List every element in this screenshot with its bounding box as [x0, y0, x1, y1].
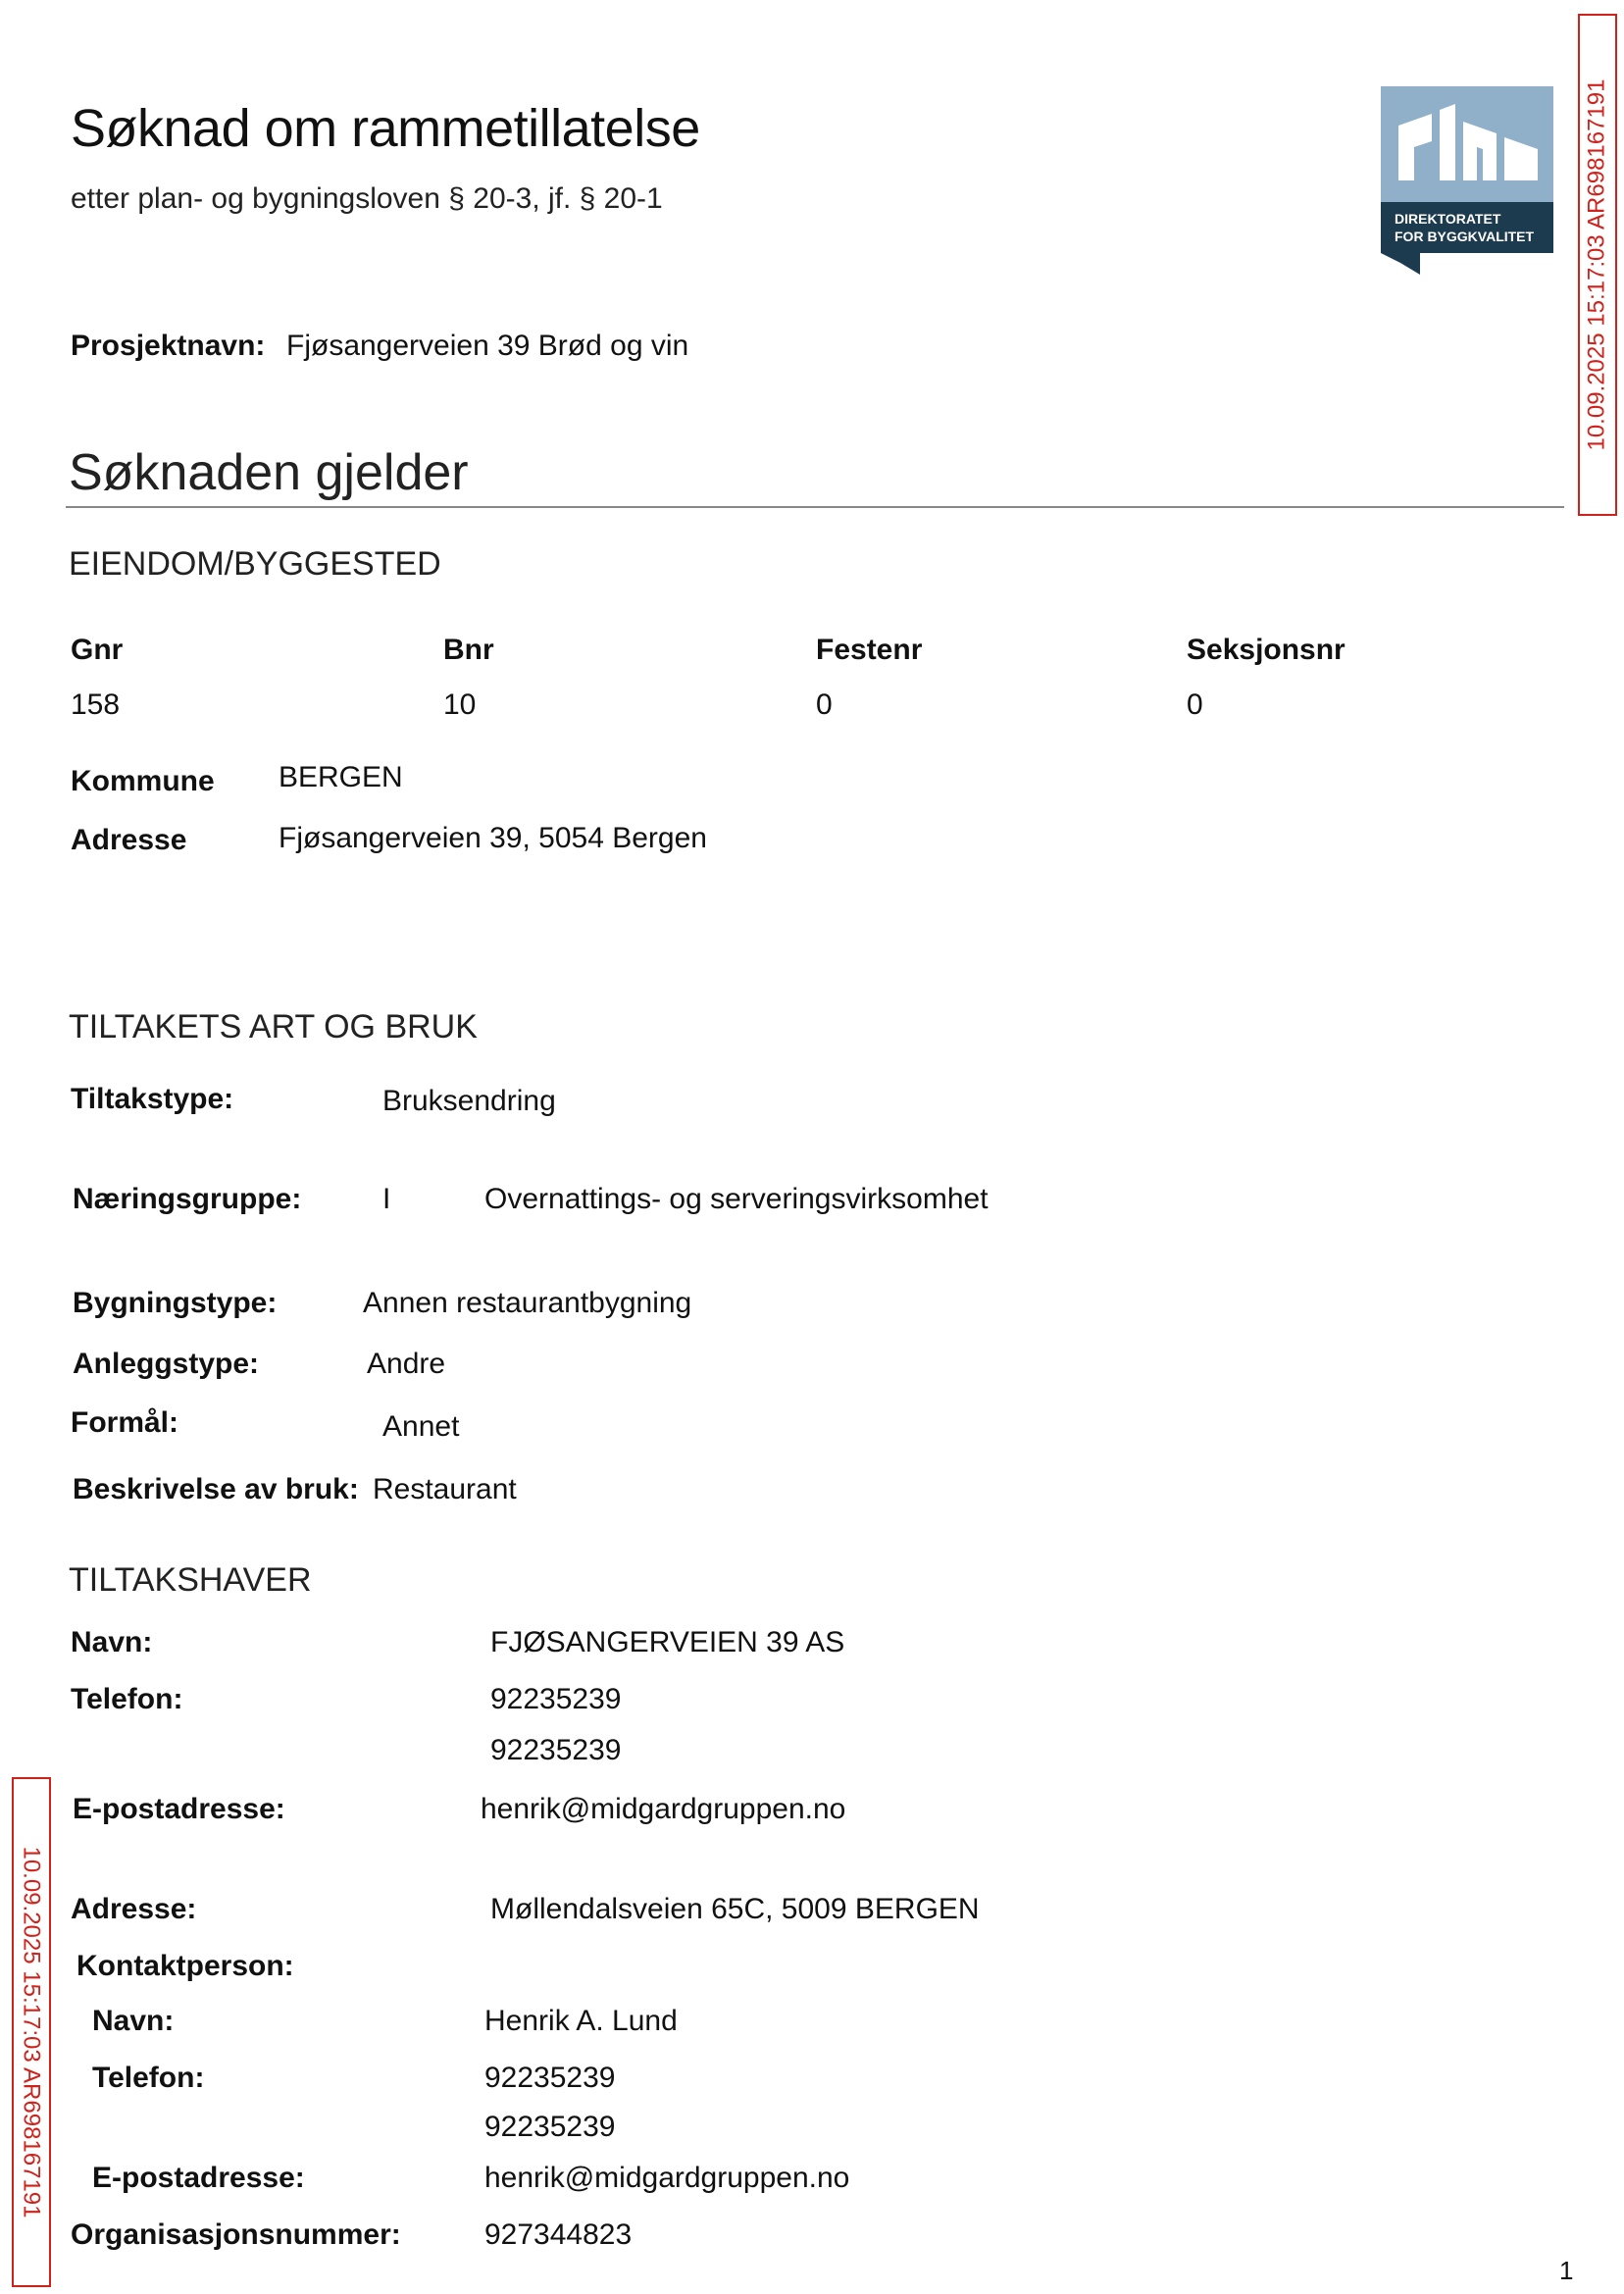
festenr-label: Festenr — [816, 634, 923, 666]
adresse-label: Adresse — [71, 824, 187, 856]
page-subtitle: etter plan- og bygningsloven § 20-3, jf. § 20-1 — [71, 182, 663, 215]
tiltakstype-label: Tiltakstype: — [71, 1083, 234, 1115]
page-number: 1 — [1559, 2256, 1574, 2285]
org-value: 927344823 — [484, 2218, 633, 2251]
kontakt-telefon-value-1: 92235239 — [484, 2062, 616, 2094]
gnr-value: 158 — [71, 688, 121, 721]
tiltak-heading: TILTAKETS ART OG BRUK — [69, 1008, 478, 1045]
kommune-label: Kommune — [71, 765, 215, 797]
th-adresse-value: Møllendalsveien 65C, 5009 BERGEN — [490, 1893, 980, 1925]
gnr-label: Gnr — [71, 634, 124, 666]
eiendom-heading: EIENDOM/BYGGESTED — [69, 545, 441, 583]
seksjonsnr-label: Seksjonsnr — [1187, 634, 1345, 666]
epost-value: henrik@midgardgruppen.no — [481, 1793, 846, 1825]
anleggstype-value: Andre — [367, 1348, 446, 1380]
beskrivelse-value: Restaurant — [373, 1473, 517, 1505]
section-heading: Søknaden gjelder — [69, 444, 469, 501]
timestamp-stamp-top — [1578, 14, 1617, 516]
adresse-value: Fjøsangerveien 39, 5054 Bergen — [279, 822, 707, 854]
formal-value: Annet — [382, 1410, 460, 1443]
navn-value: FJØSANGERVEIEN 39 AS — [490, 1626, 845, 1658]
section-divider — [66, 506, 1564, 508]
page-title: Søknad om rammetillatelse — [71, 99, 700, 158]
kontakt-navn-value: Henrik A. Lund — [484, 2005, 678, 2037]
naeringsgruppe-value: Overnattings- og serveringsvirksomhet — [484, 1183, 989, 1215]
th-adresse-label: Adresse: — [71, 1893, 197, 1925]
timestamp-stamp-bottom — [12, 1777, 51, 2287]
dibk-logo — [1381, 86, 1553, 275]
formal-label: Formål: — [71, 1406, 179, 1439]
anleggstype-label: Anleggstype: — [73, 1348, 260, 1380]
org-label: Organisasjonsnummer: — [71, 2218, 401, 2251]
kontakt-telefon-label: Telefon: — [92, 2062, 205, 2094]
festenr-value: 0 — [816, 688, 833, 721]
telefon-label: Telefon: — [71, 1683, 183, 1715]
telefon-value-2: 92235239 — [490, 1734, 622, 1766]
project-value: Fjøsangerveien 39 Brød og vin — [286, 330, 689, 362]
navn-label: Navn: — [71, 1626, 153, 1658]
telefon-value-1: 92235239 — [490, 1683, 622, 1715]
kontaktperson-label: Kontaktperson: — [76, 1950, 294, 1982]
dibk-logo-graphic — [1381, 86, 1553, 275]
logo-line2: FOR BYGGKVALITET — [1395, 229, 1535, 244]
kontakt-epost-label: E-postadresse: — [92, 2162, 305, 2194]
epost-label: E-postadresse: — [73, 1793, 285, 1825]
bnr-label: Bnr — [443, 634, 494, 666]
naeringsgruppe-label: Næringsgruppe: — [73, 1183, 302, 1215]
seksjonsnr-value: 0 — [1187, 688, 1203, 721]
stamp-text: 10.09.2025 15:17:03 AR698167191 — [19, 1846, 45, 2218]
kontakt-epost-value: henrik@midgardgruppen.no — [484, 2162, 850, 2194]
bygningstype-label: Bygningstype: — [73, 1287, 278, 1319]
naeringsgruppe-code: I — [382, 1183, 391, 1215]
bygningstype-value: Annen restaurantbygning — [363, 1287, 692, 1319]
kommune-value: BERGEN — [279, 761, 403, 793]
stamp-text: 10.09.2025 15:17:03 AR698167191 — [1584, 78, 1610, 451]
tiltakstype-value: Bruksendring — [382, 1085, 556, 1117]
tiltakshaver-heading: TILTAKSHAVER — [69, 1561, 312, 1599]
project-label: Prosjektnavn: — [71, 330, 266, 362]
bnr-value: 10 — [443, 688, 477, 721]
kontakt-telefon-value-2: 92235239 — [484, 2111, 616, 2143]
logo-line1: DIREKTORATET — [1395, 211, 1501, 227]
beskrivelse-label: Beskrivelse av bruk: — [73, 1473, 359, 1505]
kontakt-navn-label: Navn: — [92, 2005, 175, 2037]
